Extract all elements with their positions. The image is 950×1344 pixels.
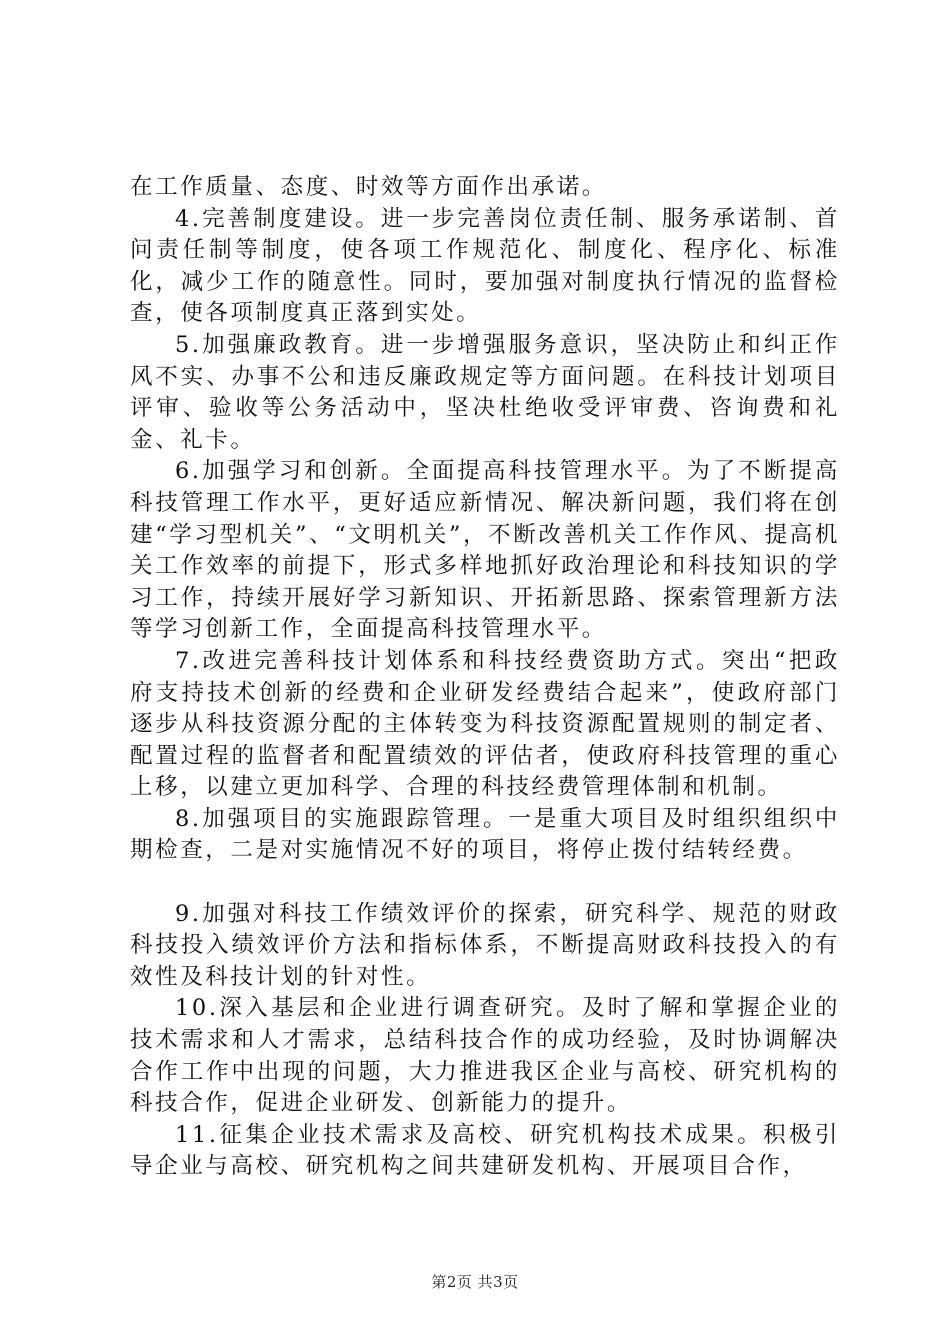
paragraph-item-9: 9.加强对科技工作绩效评价的探索，研究科学、规范的财政科技投入绩效评价方法和指标体系，不断提高财政科技投入的有效性及科技计划的针对性。 [130,900,840,990]
paragraph-item-10: 10.深入基层和企业进行调查研究。及时了解和掌握企业的技术需求和人才需求，总结科技合作的成功经验，及时协调解决合作工作中出现的问题，大力推进我区企业与高校、研究机构的科技合作，促进企业研发、创新能力的提升。 [130,995,840,1117]
paragraph-item-5: 5.加强廉政教育。进一步增强服务意识，坚决防止和纠正作风不实、办事不公和违反廉政规定等方面问题。在科技计划项目评审、验收等公务活动中，坚决杜绝收受评审费、咨询费和礼金、礼卡。 [130,331,840,453]
paragraph-item-4: 4.完善制度建设。进一步完善岗位责任制、服务承诺制、首问责任制等制度，使各项工作规范化、制度化、程序化、标准化，减少工作的随意性。同时，要加强对制度执行情况的监督检查，使各项制度真正落到实处。 [130,205,840,327]
paragraph-gap [130,867,840,899]
paragraph-continuation: 在工作质量、态度、时效等方面作出承诺。 [130,174,607,200]
page-number-footer: 第2页 共3页 [431,1273,519,1291]
paragraph-item-11: 11.征集企业技术需求及高校、研究机构技术成果。积极引导企业与高校、研究机构之间共建研发机构、开展项目合作， [130,1121,840,1180]
paragraph-item-7: 7.改进完善科技计划体系和科技经费资助方式。突出“把政府支持技术创新的经费和企业研发经费结合起来”，使政府部门逐步从科技资源分配的主体转变为科技资源配置规则的制定者、配置过程的监督者和配置绩效的评估者，使政府科技管理的重心上移，以建立更加科学、合理的科技经费管理体制和机制。 [130,647,840,801]
document-body [130,172,840,1183]
paragraph-item-6: 6.加强学习和创新。全面提高科技管理水平。为了不断提高科技管理工作水平，更好适应新情况、解决新问题，我们将在创建“学习型机关”、“文明机关”，不断改善机关工作作风、提高机关工作效率的前提下，形式多样地抓好政治理论和科技知识的学习工作，持续开展好学习新知识、开拓新思路、探索管理新方法等学习创新工作，全面提高科技管理水平。 [130,458,840,643]
paragraph-item-8: 8.加强项目的实施跟踪管理。一是重大项目及时组织组织中期检查，二是对实施情况不好的项目，将停止拨付结转经费。 [130,805,840,864]
